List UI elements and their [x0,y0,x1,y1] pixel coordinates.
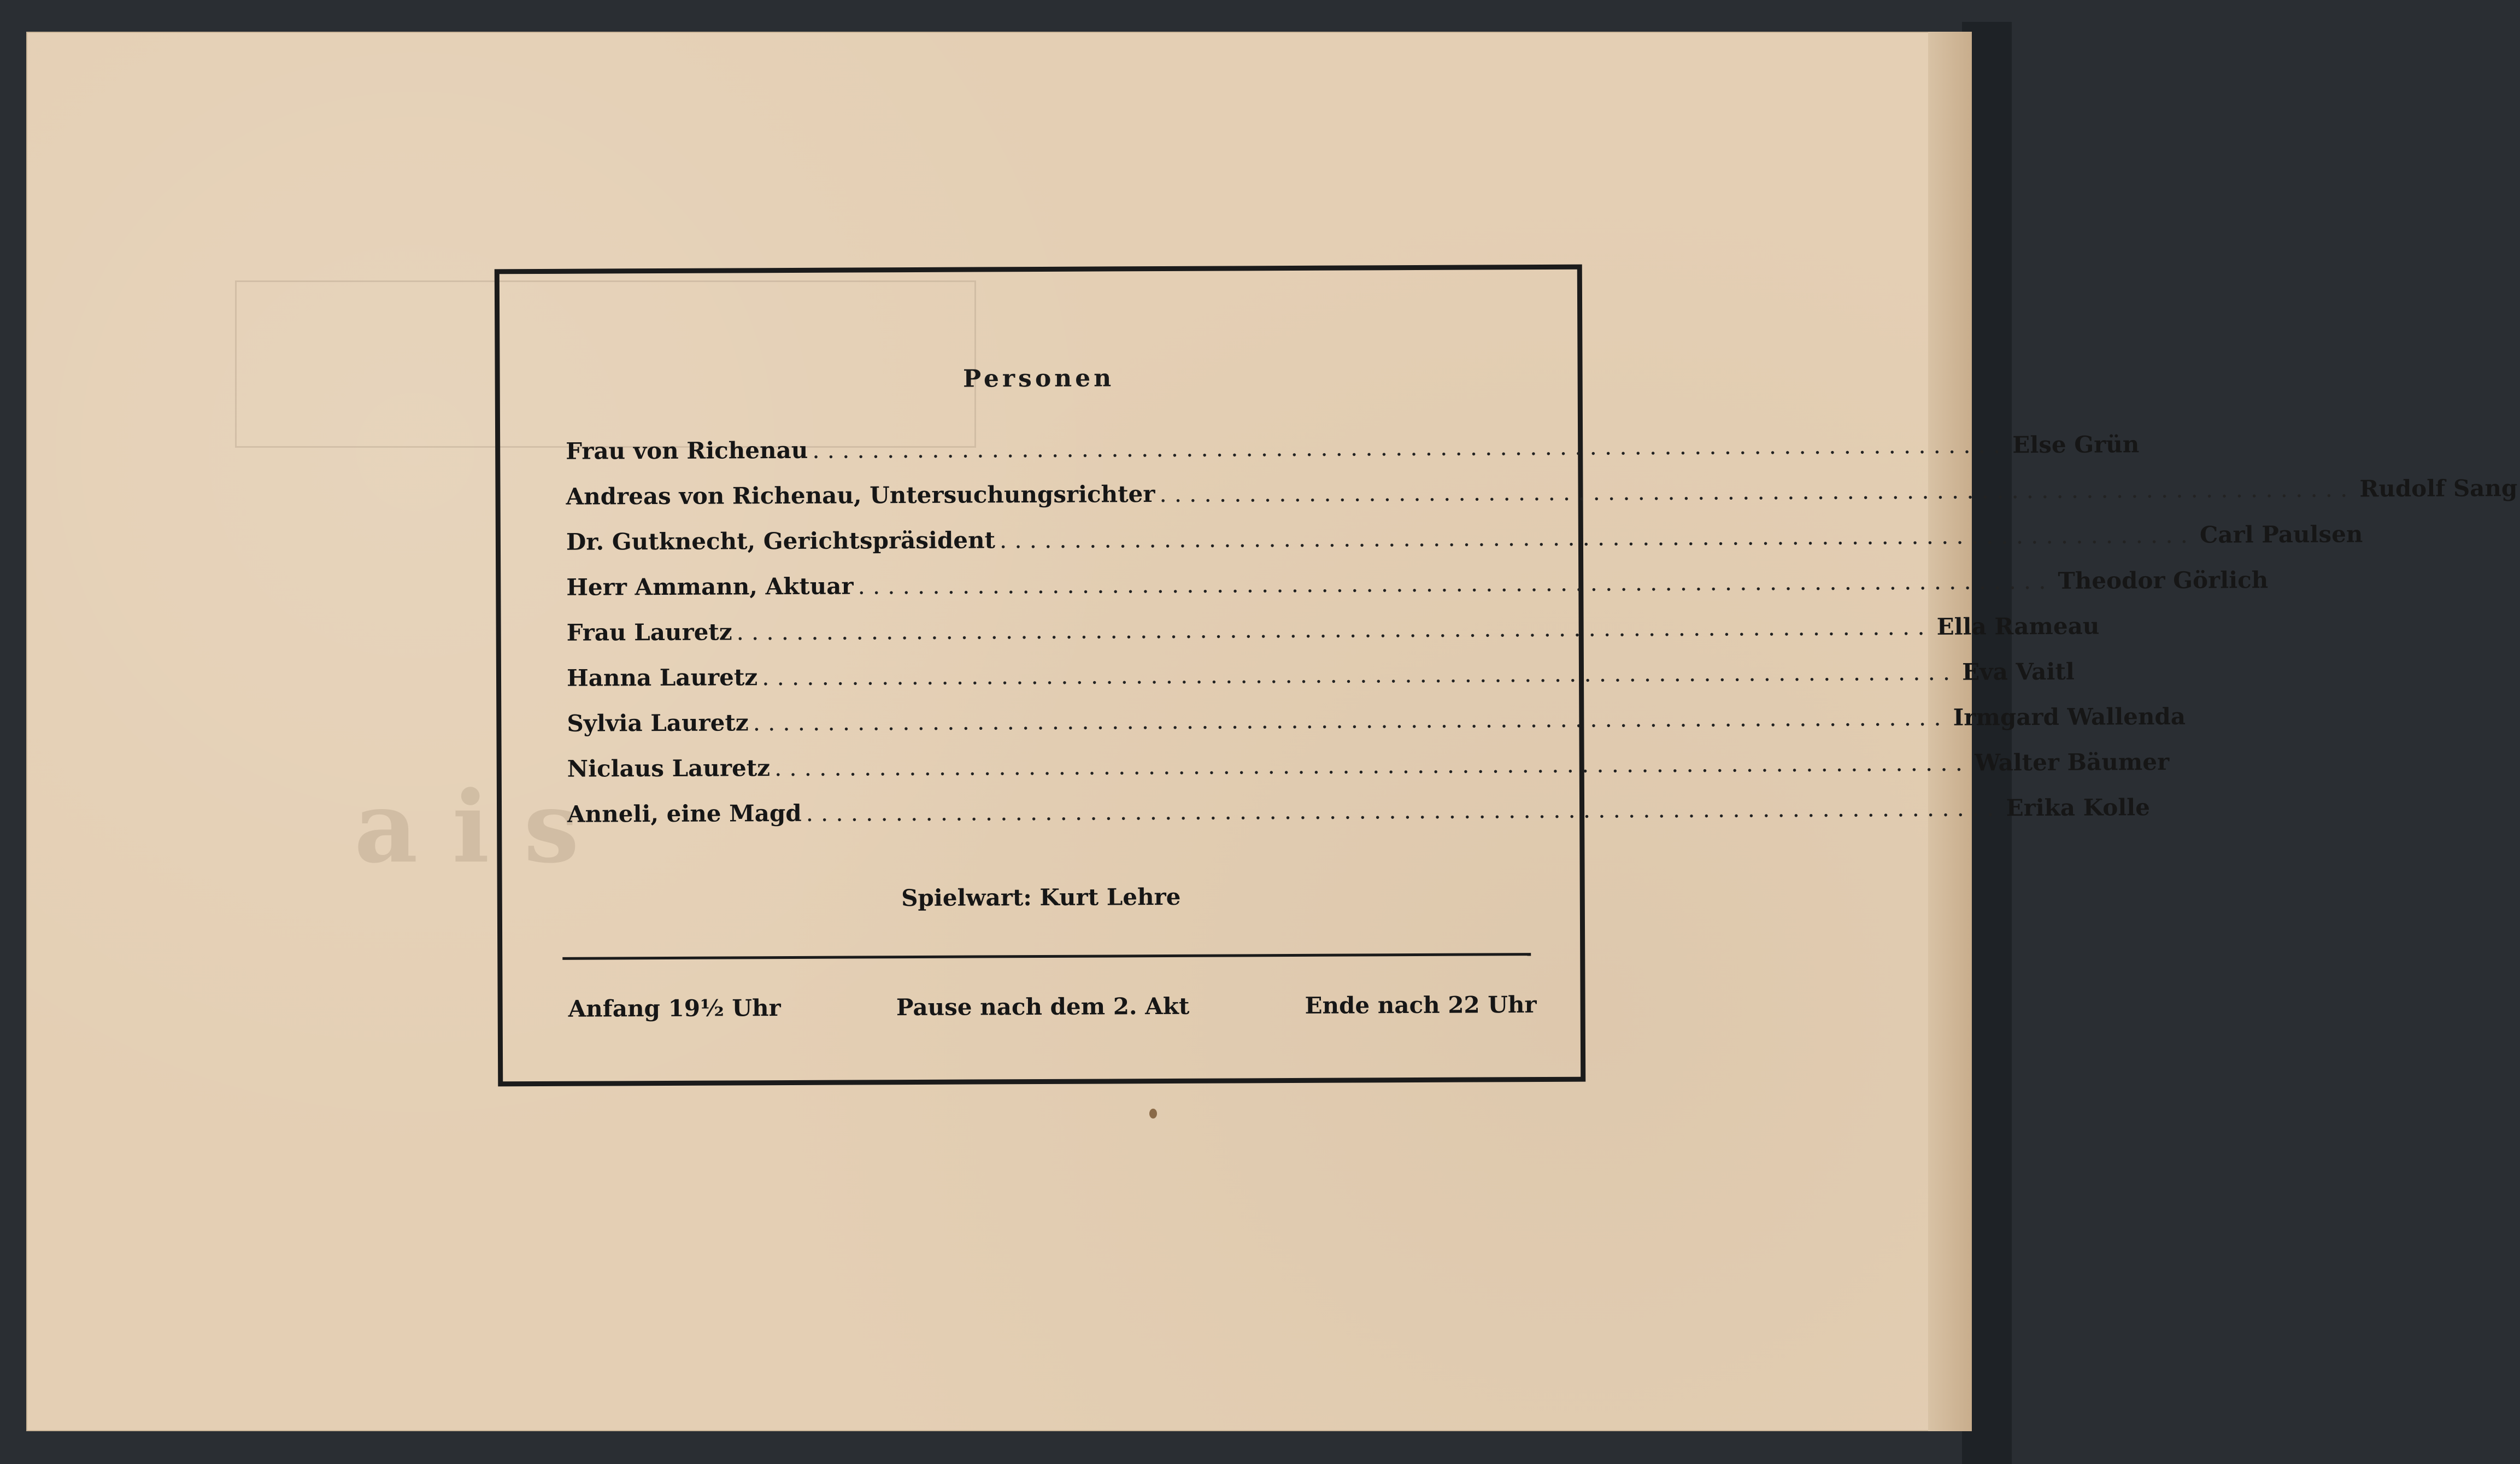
cast-list-frame [495,265,2518,1087]
cast-row [566,520,2363,574]
leader-dots: ................................................................................ [753,704,1949,736]
role-name: Andreas von Richenau, Untersuchungsrichter [566,481,1155,510]
actor-name: Walter Bäumer [1974,748,2170,776]
cast-row [566,475,2518,529]
cast-row [567,702,2186,756]
paper-speck [1149,1109,1157,1119]
intermission-note: Pause nach dem 2. Akt [896,992,1190,1021]
actor-name: Theodor Görlich [2058,566,2269,594]
role-name: Frau Lauretz [566,618,732,646]
role-name: Niclaus Lauretz [567,754,771,782]
leader-dots: ................................................................................ [774,749,1971,782]
cast-row [566,612,2100,665]
program-page [26,32,2518,1431]
actor-name: Ella Rameau [1936,612,2100,640]
actor-name: Eva Vaitl [1962,658,2075,686]
leader-dots: ................................................................................ [812,431,2008,464]
cast-list [566,431,2518,846]
actor-name: Else Grün [2012,431,2140,459]
leader-dots: ................................................................................ [736,613,1932,646]
performance-times [568,991,1537,1022]
role-name: Herr Ammann, Aktuar [566,572,854,601]
leader-dots: ................................................................................ [999,521,2196,554]
bleed-through-text: a i s [354,770,579,885]
start-time: Anfang 19½ Uhr [568,994,781,1022]
role-name: Frau von Richenau [566,436,808,465]
actor-name: Rudolf Sang [2359,475,2518,502]
leader-dots: ................................................................................ [1159,475,2355,508]
actor-name: Carl Paulsen [2199,520,2363,548]
cast-row [567,748,2170,801]
leader-dots: ................................................................................ [806,794,2002,827]
role-name: Anneli, eine Magd [567,799,802,828]
cast-row [566,566,2269,619]
role-name: Sylvia Lauretz [567,709,749,737]
leader-dots: ................................................................................ [762,658,1958,691]
divider-rule [562,953,1531,960]
stage-manager-line: Spielwart: Kurt Lehre [901,883,1181,912]
role-name: Dr. Gutknecht, Gerichtspräsident [566,526,996,555]
leader-dots: ................................................................................ [857,567,2054,600]
page-edge [1928,32,1972,1431]
cast-title: Personen [962,364,1115,393]
actor-name: Erika Kolle [2006,794,2151,822]
cast-row [566,658,2075,710]
end-time: Ende nach 22 Uhr [1305,991,1537,1019]
cast-row [567,794,2151,846]
role-name: Hanna Lauretz [566,664,758,692]
actor-name: Irmgard Wallenda [1953,702,2186,731]
cast-row [566,431,2140,483]
